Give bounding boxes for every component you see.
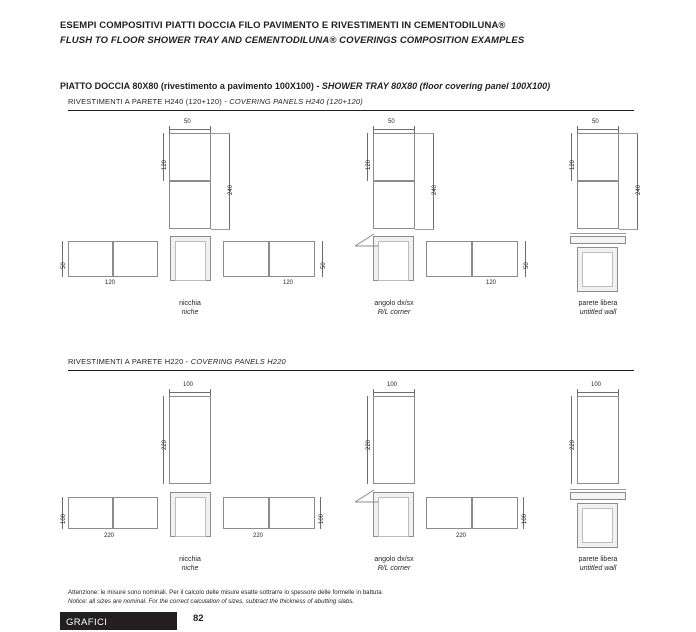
g1b-dim-240-ext-bottom bbox=[415, 229, 434, 230]
g1b-dim-240-ext-top bbox=[415, 133, 434, 134]
g2c-wall-panel bbox=[577, 396, 619, 484]
g2c-shower-tray-inner bbox=[582, 508, 613, 543]
g1a-caption bbox=[130, 299, 250, 318]
g1a-floor-panel-r2 bbox=[269, 241, 315, 277]
g1b-wall-panel-upper bbox=[373, 133, 415, 181]
g2b-corner-angle-icon bbox=[355, 489, 379, 503]
g2a-wall-panel bbox=[169, 396, 211, 484]
g2a-caption-english: niche bbox=[181, 565, 199, 573]
group2-heading bbox=[68, 357, 286, 366]
g2a-dim-floor-left-label: 220 bbox=[104, 533, 115, 539]
g1b-dim-depth-line bbox=[525, 241, 526, 277]
g2c-dim-width-tick-right bbox=[618, 389, 619, 396]
group2-rule bbox=[68, 370, 634, 371]
g1a-caption-english: niche bbox=[181, 309, 199, 317]
g1c-wall-panel-lower bbox=[577, 181, 619, 229]
group2-heading-english: COVERING PANELS H220 bbox=[190, 357, 286, 366]
g1b-dim-120-line bbox=[367, 133, 368, 181]
g2a-dim-width-line bbox=[169, 392, 211, 393]
footer-section-bar bbox=[60, 612, 177, 630]
g1c-caption bbox=[538, 299, 658, 318]
g1b-shower-tray-inner bbox=[378, 241, 409, 281]
g1c-dim-width-label: 50 bbox=[592, 119, 599, 125]
group1-heading-separator: - bbox=[222, 97, 230, 106]
group1-heading-italian: RIVESTIMENTI A PARETE H240 (120+120) bbox=[68, 97, 222, 106]
g1a-dim-120-line bbox=[163, 133, 164, 181]
g1b-dim-240-label: 240 bbox=[432, 184, 438, 195]
g1b-dim-width-line bbox=[373, 129, 415, 130]
g1a-dim-depth-right-label: 50 bbox=[321, 262, 327, 269]
g1b-caption-italian: angolo dx/sx bbox=[374, 300, 414, 307]
g1c-floor-edge-line bbox=[570, 233, 626, 234]
g2b-dim-floor-label: 220 bbox=[456, 533, 467, 539]
g1a-dim-depth-left-label: 50 bbox=[61, 262, 67, 269]
g1a-dim-240-ext-bottom bbox=[211, 229, 230, 230]
g2a-dim-height-label: 220 bbox=[162, 439, 168, 450]
g1c-caption-english: untitled wall bbox=[579, 309, 617, 317]
g2a-dim-depth-left-label: 100 bbox=[61, 513, 67, 524]
g1b-dim-120-label: 120 bbox=[366, 159, 372, 170]
g2b-dim-width-tick-right bbox=[414, 389, 415, 396]
g1b-corner-angle-icon bbox=[355, 233, 379, 247]
g2a-dim-width-tick-left bbox=[169, 389, 170, 396]
g1b-wall-panel-lower bbox=[373, 181, 415, 229]
g1b-dim-width-label: 50 bbox=[388, 119, 395, 125]
g1a-dim-depth-left-line bbox=[62, 241, 63, 277]
g2c-dim-width-line bbox=[577, 392, 619, 393]
g1a-dim-width-line bbox=[169, 129, 211, 130]
g1c-dim-width-tick-right bbox=[618, 126, 619, 133]
g2b-caption bbox=[334, 555, 454, 574]
g2c-dim-height-label: 220 bbox=[570, 439, 576, 450]
notes-english: Notice: all sizes are nominal. For the correct calculation of sizes, subtract the thickness of abutting slabs. bbox=[68, 598, 355, 606]
section-title-italian: PIATTO DOCCIA 80X80 (rivestimento a pavimento 100X100) bbox=[60, 81, 314, 91]
g2a-floor-panel-r1 bbox=[223, 497, 269, 529]
g1b-dim-width-tick-right bbox=[414, 126, 415, 133]
g1c-dim-240-label: 240 bbox=[636, 184, 642, 195]
g1a-dim-depth-right-line bbox=[322, 241, 323, 277]
g2a-floor-panel-r2 bbox=[269, 497, 315, 529]
g1c-wall-panel-upper bbox=[577, 133, 619, 181]
g1c-dim-width-tick-left bbox=[577, 126, 578, 133]
group1-heading bbox=[68, 97, 363, 106]
g1a-dim-width-tick-left bbox=[169, 126, 170, 133]
g1b-caption bbox=[334, 299, 454, 318]
title-english: FLUSH TO FLOOR SHOWER TRAY AND CEMENTODILUNA® COVERINGS COMPOSITION EXAMPLES bbox=[60, 35, 525, 46]
g2a-dim-width-label: 100 bbox=[183, 382, 194, 388]
section-title bbox=[60, 81, 550, 91]
g1b-floor-panel-r1 bbox=[426, 241, 472, 277]
g1c-dim-240-ext-top bbox=[619, 133, 638, 134]
g1c-caption-italian: parete libera bbox=[578, 300, 618, 307]
g2a-dim-depth-right-label: 100 bbox=[319, 513, 325, 524]
g2a-dim-width-tick-right bbox=[210, 389, 211, 396]
g2b-dim-width-label: 100 bbox=[387, 382, 398, 388]
g1a-floor-panel-l2 bbox=[113, 241, 158, 277]
g1b-dim-depth-label: 50 bbox=[524, 262, 530, 269]
g1a-dim-width-label: 50 bbox=[184, 119, 191, 125]
g2c-floor-strip bbox=[570, 492, 626, 500]
g2a-caption bbox=[130, 555, 250, 574]
notes-italian: Attenzione: le misure sono nominali. Per il calcolo delle misure esatte sottrarre lo spessore delle formelle in battuta bbox=[68, 589, 382, 596]
g1a-wall-panel-upper bbox=[169, 133, 211, 181]
g1c-shower-tray-inner bbox=[582, 252, 613, 287]
g1a-caption-italian: nicchia bbox=[179, 300, 201, 307]
g2c-caption-english: untitled wall bbox=[579, 565, 617, 573]
g1a-floor-panel-l1 bbox=[68, 241, 113, 277]
g2b-dim-depth-label: 100 bbox=[522, 513, 528, 524]
group2-heading-italian: RIVESTIMENTI A PARETE H220 bbox=[68, 357, 184, 366]
section-title-separator: - bbox=[313, 81, 322, 91]
page-number: 82 bbox=[193, 613, 204, 624]
g2b-caption-english: R/L corner bbox=[377, 565, 411, 573]
g2b-shower-tray-inner bbox=[378, 497, 409, 537]
g1b-dim-floor-label: 120 bbox=[486, 280, 497, 286]
g1b-dim-width-tick-left bbox=[373, 126, 374, 133]
g2b-dim-width-line bbox=[373, 392, 415, 393]
g1a-dim-240-label: 240 bbox=[228, 184, 234, 195]
g2c-caption bbox=[538, 555, 658, 574]
g2a-floor-panel-l1 bbox=[68, 497, 113, 529]
g1c-dim-width-line bbox=[577, 129, 619, 130]
g2a-dim-floor-right-label: 220 bbox=[253, 533, 264, 539]
document-title-block bbox=[60, 20, 524, 46]
footer-section-label: GRAFICI bbox=[66, 617, 108, 628]
g2b-dim-height-label: 220 bbox=[366, 439, 372, 450]
g1a-dim-width-tick-right bbox=[210, 126, 211, 133]
g2c-caption-italian: parete libera bbox=[578, 556, 618, 563]
g2a-caption-italian: nicchia bbox=[179, 556, 201, 563]
g1a-dim-floor-left-label: 120 bbox=[105, 280, 116, 286]
group1-heading-english: COVERING PANELS H240 (120+120) bbox=[229, 97, 363, 106]
title-italian: ESEMPI COMPOSITIVI PIATTI DOCCIA FILO PAVIMENTO E RIVESTIMENTI IN CEMENTODILUNA® bbox=[60, 20, 506, 31]
g1b-floor-panel-r2 bbox=[472, 241, 518, 277]
g2a-shower-tray-inner bbox=[175, 497, 206, 537]
g2b-dim-width-tick-left bbox=[373, 389, 374, 396]
g2b-caption-italian: angolo dx/sx bbox=[374, 556, 414, 563]
g1c-dim-240-line bbox=[637, 133, 638, 229]
g2c-dim-width-tick-left bbox=[577, 389, 578, 396]
g1c-dim-120-line bbox=[571, 133, 572, 181]
g1a-dim-240-line bbox=[229, 133, 230, 229]
g1b-caption-english: R/L corner bbox=[377, 309, 411, 317]
g1a-wall-panel-lower bbox=[169, 181, 211, 229]
g1a-dim-120-label: 120 bbox=[162, 159, 168, 170]
g1c-dim-240-ext-bottom bbox=[619, 229, 638, 230]
g2c-dim-width-label: 100 bbox=[591, 382, 602, 388]
g1a-dim-floor-right-label: 120 bbox=[283, 280, 294, 286]
g1b-dim-240-line bbox=[433, 133, 434, 229]
g1c-dim-120-label: 120 bbox=[570, 159, 576, 170]
g2a-floor-panel-l2 bbox=[113, 497, 158, 529]
g1a-floor-panel-r1 bbox=[223, 241, 269, 277]
g2b-floor-panel-r2 bbox=[472, 497, 518, 529]
group1-rule bbox=[68, 110, 634, 111]
g2b-floor-panel-r1 bbox=[426, 497, 472, 529]
g1a-dim-240-ext-top bbox=[211, 133, 230, 134]
group2-heading-separator: - bbox=[183, 357, 191, 366]
g1c-floor-strip bbox=[570, 236, 626, 244]
g1a-shower-tray-inner bbox=[175, 241, 206, 281]
notes-block bbox=[68, 588, 628, 607]
section-title-english: SHOWER TRAY 80X80 (floor covering panel 100X100) bbox=[321, 81, 551, 91]
g2c-floor-edge-line bbox=[570, 489, 626, 490]
g2b-wall-panel bbox=[373, 396, 415, 484]
